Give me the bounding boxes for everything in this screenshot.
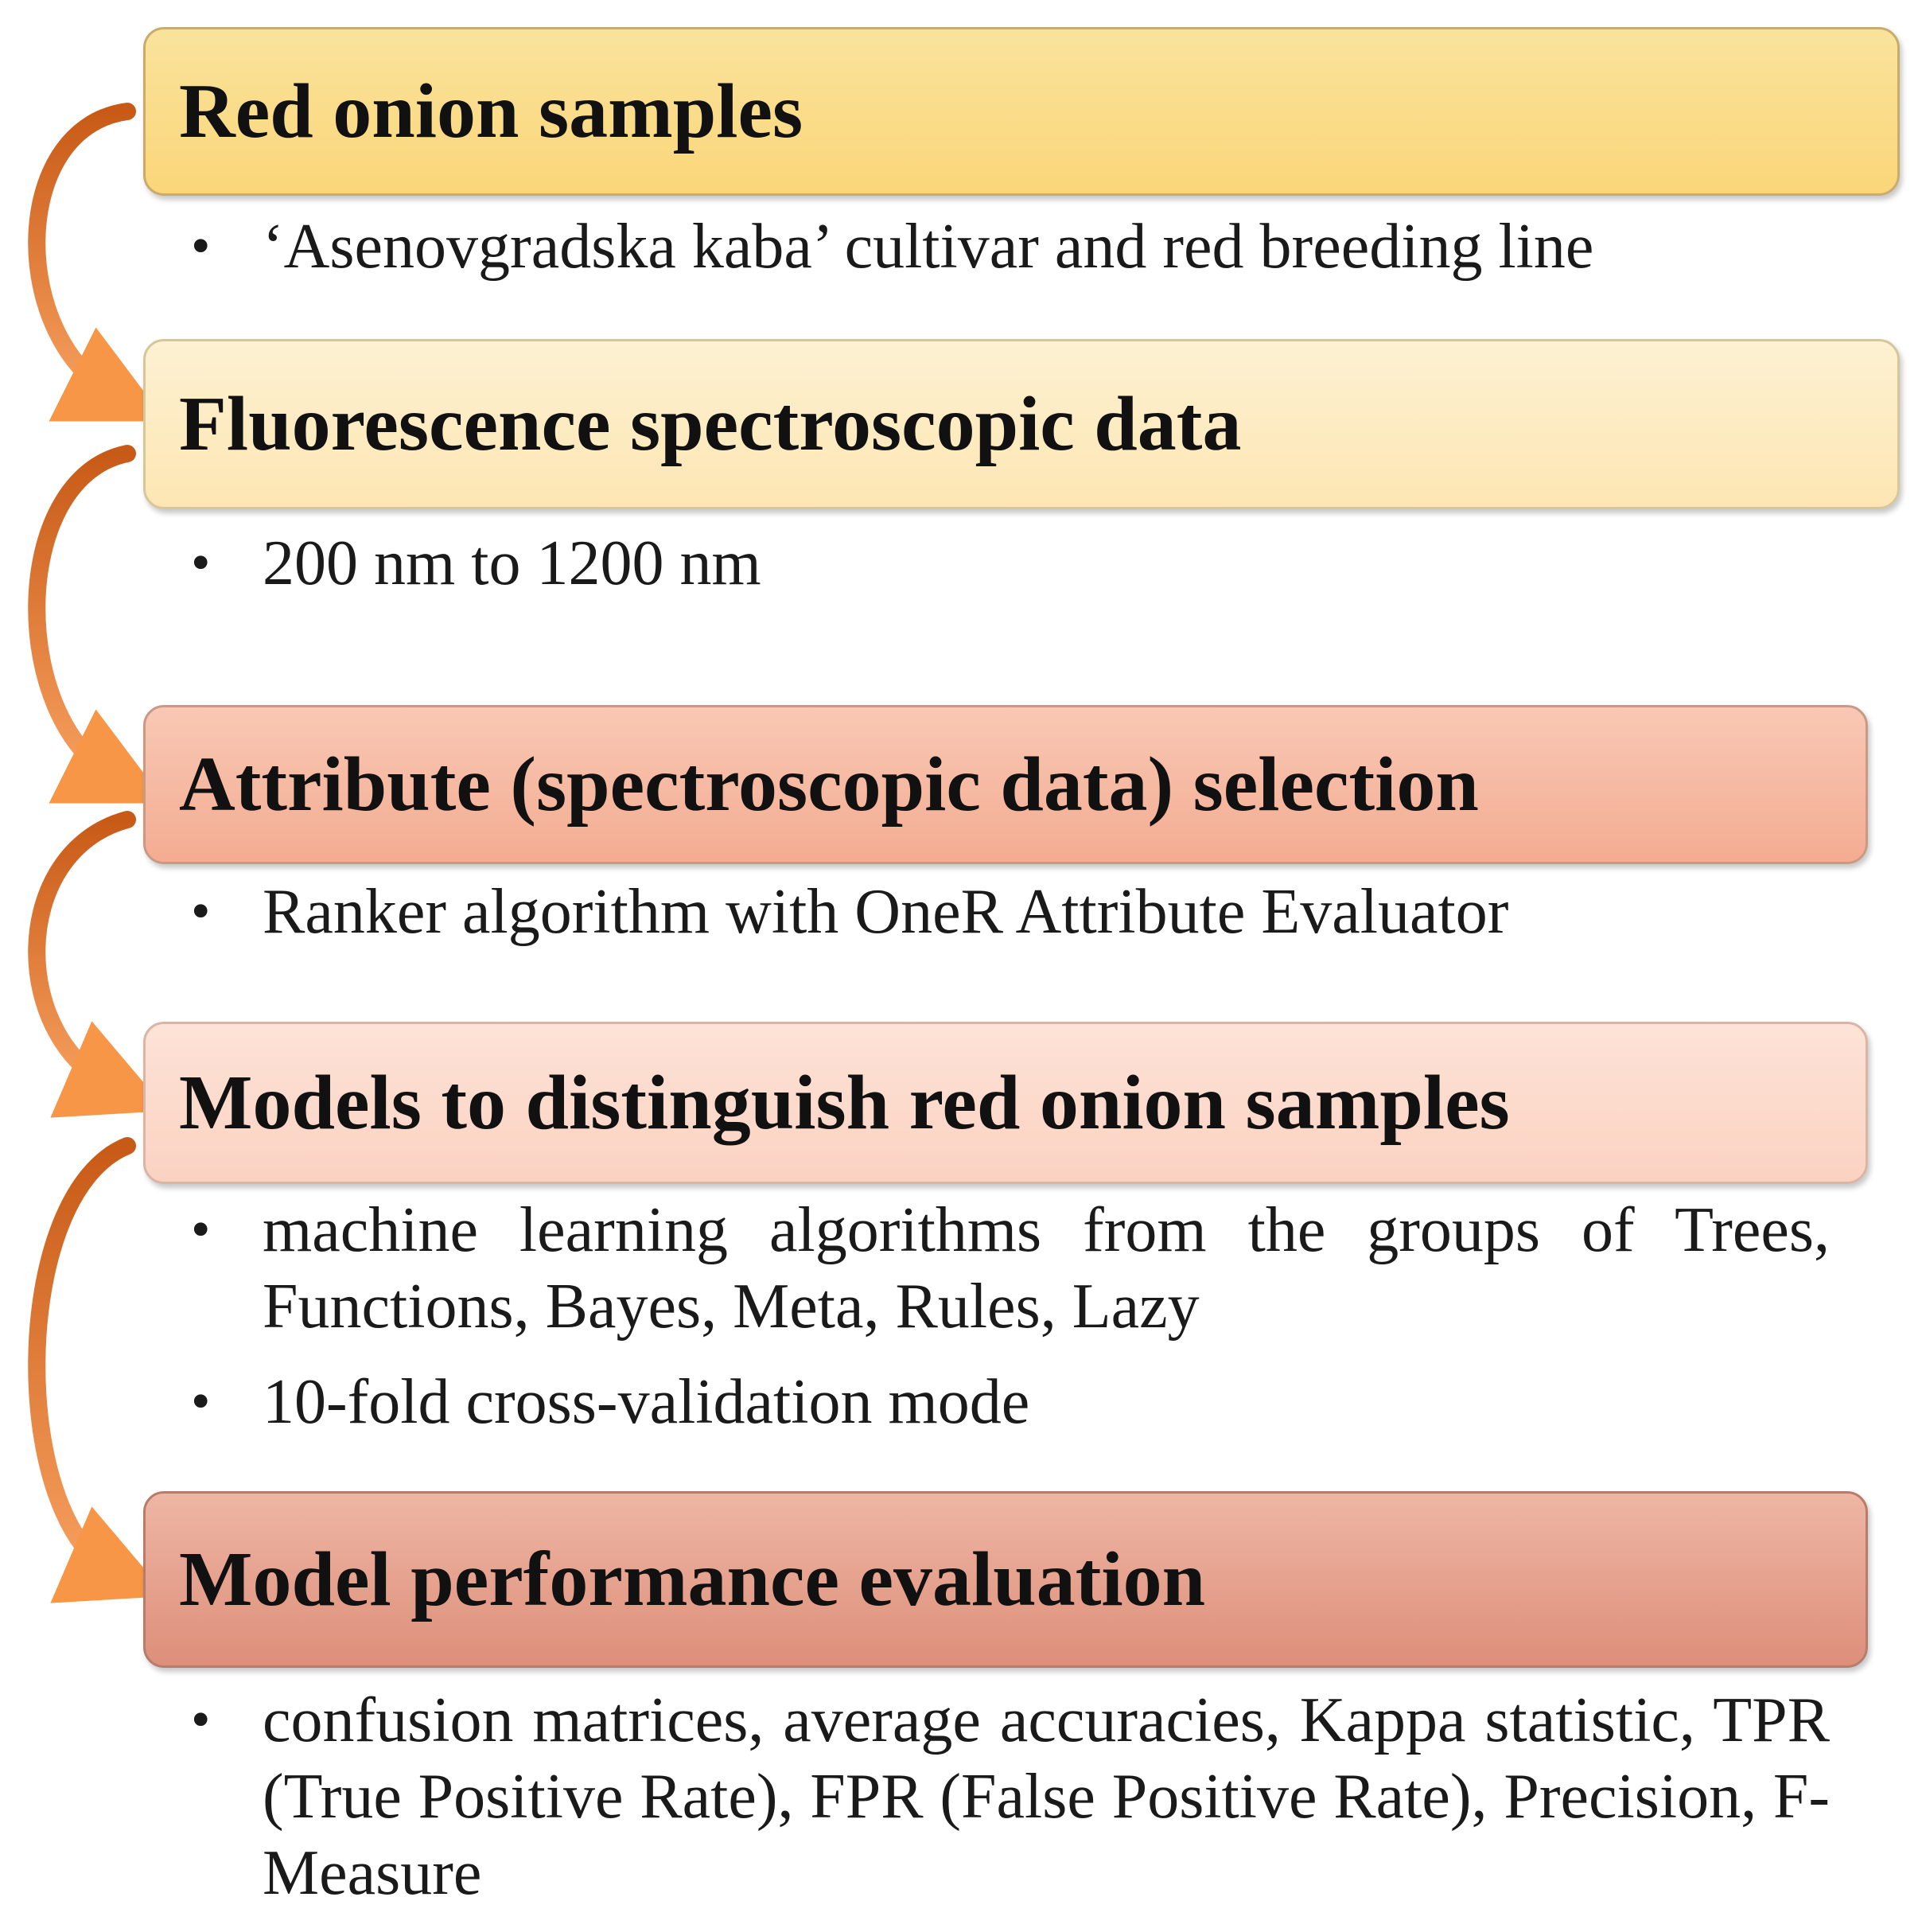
bullet-icon: • (191, 216, 211, 277)
step-box-performance-evaluation (143, 1491, 1868, 1668)
list-item (191, 874, 1862, 950)
step-box-attribute-selection (143, 705, 1868, 864)
bullet-icon: • (191, 1199, 211, 1260)
step-details-list (191, 208, 1830, 285)
step-details-list (191, 525, 1464, 602)
bullet-icon: • (191, 532, 211, 594)
list-item (191, 208, 1830, 285)
step-title: Model performance evaluation (179, 1537, 1206, 1622)
bullet-text: 10-fold cross-validation mode (263, 1367, 1030, 1437)
bullet-icon: • (191, 1371, 211, 1432)
list-item (191, 1192, 1830, 1345)
step-box-fluorescence-data (143, 339, 1900, 509)
step-title: Red onion samples (179, 68, 803, 154)
curved-arrow-icon (37, 111, 127, 398)
bullet-text: Ranker algorithm with OneR Attribute Evaluator (263, 877, 1509, 947)
bullet-text: ‘Asenovgradska kaba’ cultivar and red breeding line (263, 212, 1594, 282)
bullet-icon: • (191, 1689, 211, 1751)
list-item (191, 1364, 1830, 1440)
step-title: Fluorescence spectroscopic data (179, 381, 1242, 467)
step-details-list (191, 874, 1862, 950)
curved-arrow-icon (37, 820, 127, 1090)
bullet-text: confusion matrices, average accuracies, Kappa statistic, TPR (True Positive Rate), FPR (False Positive Rate), Precision, F-Measure (263, 1685, 1830, 1908)
bullet-text: machine learning algorithms from the groups of Trees, Functions, Bayes, Meta, Rules, Lazy (263, 1195, 1830, 1342)
curved-arrow-icon (37, 1146, 127, 1576)
step-box-red-onion-samples (143, 27, 1900, 196)
bullet-text: 200 nm to 1200 nm (263, 528, 761, 598)
step-details-list (191, 1682, 1830, 1911)
bullet-icon: • (191, 881, 211, 942)
step-title: Models to distinguish red onion samples (179, 1060, 1510, 1146)
curved-arrow-icon (37, 454, 127, 780)
list-item (191, 1682, 1830, 1911)
step-box-models (143, 1022, 1868, 1184)
step-details-list (191, 1192, 1830, 1440)
list-item (191, 525, 1464, 602)
step-title: Attribute (spectroscopic data) selection (179, 742, 1479, 828)
